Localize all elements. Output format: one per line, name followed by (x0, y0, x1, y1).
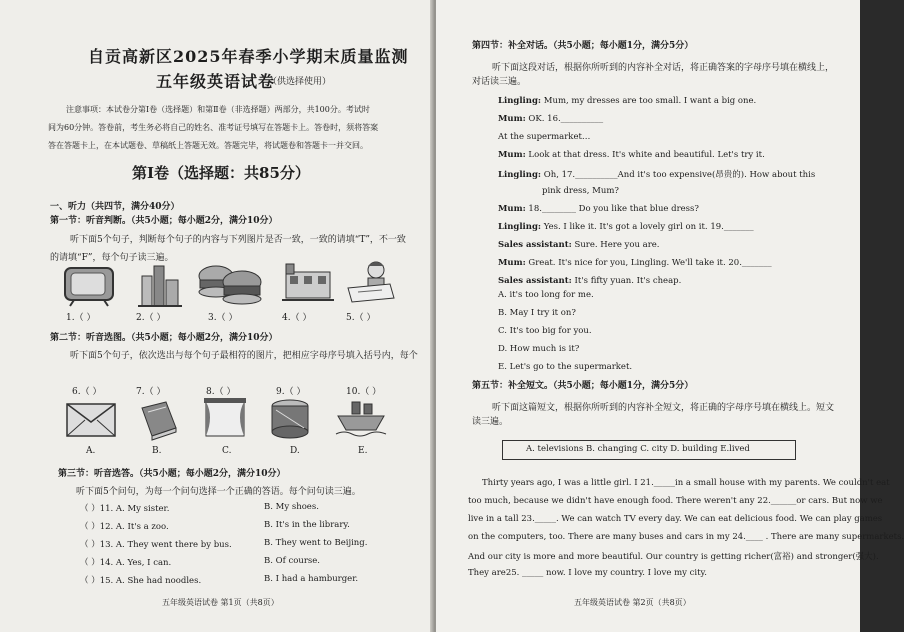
q-number: 9.（ ） (276, 387, 306, 397)
window-icon (202, 396, 248, 440)
notice-line: 答在答题卡上，在本试题卷、草稿纸上答题无效。答题完毕，将试题卷和答题卡一并交回。 (48, 141, 368, 150)
answer-choice: B. My shoes. (264, 502, 319, 512)
dialogue-text: pink dress, Mum? (542, 186, 619, 196)
passage-line: Thirty years ago, I was a little girl. I 21._____in a small house with my parents. We couldn't eat (482, 478, 890, 488)
exam-title: 自贡高新区2025年春季小学期末质量监测 (88, 47, 409, 66)
section5-instr: 读三遍。 (472, 417, 509, 427)
picture-letter: C. (222, 446, 232, 456)
part1-title: 第Ⅰ卷（选择题：共85分） (132, 164, 310, 182)
dialogue-text: It's fifty yuan. It's cheap. (571, 276, 682, 286)
q-number: 5.（ ） (346, 313, 376, 323)
hamburger-icon (196, 262, 264, 306)
section1-instr: 的请填“F”，每个句子读三遍。 (50, 253, 174, 263)
section2-title: 第二节：听音选图。（共5小题；每小题2分，满分10分） (50, 333, 278, 343)
dialogue-text: Yes. I like it. It's got a lovely girl on it. 19._______ (541, 222, 754, 232)
dialogue-speaker: Lingling: (498, 170, 542, 180)
picture-letter: E. (358, 446, 368, 456)
picture-letter: D. (290, 446, 300, 456)
answer-choice: B. They went to Beijing. (264, 538, 368, 548)
dialogue-text: OK. 16.__________ (525, 114, 604, 124)
answer-row: （ ）13. A. They went there by bus. (80, 540, 232, 550)
dialogue-speaker: Sales assistant: (498, 276, 572, 286)
q-number: 8.（ ） (206, 387, 236, 397)
girl-drawing-icon (346, 258, 396, 304)
buildings-icon (136, 262, 184, 308)
dialogue-text: Great. It's nice for you, Lingling. We'll take it. 20._______ (525, 258, 772, 268)
answer-row: （ ）14. A. Yes, I can. (80, 558, 172, 568)
q-number: 7.（ ） (136, 387, 166, 397)
dialogue-speaker: Lingling: (498, 222, 542, 232)
passage-line: live in a tall 23._____. We can watch TV every day. We can eat delicious food. We can play games (468, 514, 883, 524)
listening-heading: 一、听力（共四节，满分40分） (50, 202, 180, 212)
ship-icon (334, 396, 388, 440)
word-bank: A. televisions B. changing C. city D. building E.lived (526, 444, 750, 454)
answer-choice: B. I had a hamburger. (264, 574, 359, 584)
section5-instr: 听下面这篇短文，根据你所听到的内容补全短文，将正确的字母序号填在横线上。短文 (492, 403, 835, 413)
dialogue-speaker: Mum: (498, 204, 526, 214)
dialogue-text: Look at that dress. It's white and beautiful. Let's try it. (525, 150, 765, 160)
street-icon (282, 262, 334, 304)
dialogue-line (542, 186, 619, 196)
dialogue-speaker: Mum: (498, 258, 526, 268)
q-number: 1.（ ） (66, 313, 96, 323)
dialogue-line (498, 204, 699, 214)
dialogue-line (498, 114, 603, 124)
q-number: 3.（ ） (208, 313, 238, 323)
dialogue-line (498, 96, 756, 106)
drum-icon (266, 396, 314, 440)
dialogue-option: C. It's too big for you. (498, 326, 592, 336)
envelope-icon (64, 398, 118, 440)
notice-line: 间为60分钟。答卷前，考生务必将自己的姓名、准考证号填写在答题卡上。答卷时，须将答案 (48, 123, 379, 132)
section4-title: 第四节：补全对话。（共5小题；每小题1分，满分5分） (472, 41, 694, 51)
section4-instr: 听下面这段对话，根据你所听到的内容补全对话，将正确答案的字母序号填在横线上， (492, 63, 835, 73)
picture-letter: B. (152, 446, 162, 456)
exam-subtitle: 五年级英语试卷 (156, 72, 276, 91)
section3-instr: 听下面5个问句，为每一个问句选择一个正确的答语。每个问句读三遍。 (76, 487, 361, 497)
book-icon (136, 398, 180, 440)
dialogue-line (498, 168, 815, 180)
dialogue-speaker: Sales assistant: (498, 240, 572, 250)
picture-letter: A. (86, 446, 96, 456)
passage-line: They are25. _____ now. I love my country. I love my city. (468, 568, 707, 578)
dialogue-speaker: Lingling: (498, 96, 542, 106)
passage-line: on the computers, too. There are many buses and cars in my 24.____ . There are many supermarkets. (468, 532, 904, 542)
passage-line: too much, because we didn't have enough food. There weren't any 22.______or cars. But now we (468, 496, 883, 506)
dialogue-line (498, 240, 660, 250)
dialogue-text: At the supermarket… (498, 132, 591, 142)
left-page (0, 0, 434, 632)
q-number: 2.（ ） (136, 313, 166, 323)
exam-subtitle-note: （供选择使用） (268, 77, 332, 87)
dialogue-speaker: Mum: (498, 150, 526, 160)
section3-title: 第三节：听音选答。（共5小题；每小题2分，满分10分） (58, 469, 286, 479)
section2-instr: 听下面5个句子，依次选出与每个句子最相符的图片，把相应字母序号填入括号内，每个 (70, 351, 418, 361)
dialogue-line (498, 276, 681, 286)
answer-row: （ ）11. A. My sister. (80, 504, 170, 514)
dialogue-text: Oh, 17.__________And it's too expensive(昂贵的). How about this (541, 170, 816, 180)
section5-title: 第五节：补全短文。（共5小题；每小题1分，满分5分） (472, 381, 694, 391)
answer-choice: B. Of course. (264, 556, 320, 566)
q-number: 4.（ ） (282, 313, 312, 323)
dialogue-option: E. Let's go to the supermarket. (498, 362, 633, 372)
dialogue-line (498, 150, 765, 160)
dialogue-text: Sure. Here you are. (571, 240, 660, 250)
dialogue-text: 18.________ Do you like that blue dress? (525, 204, 699, 214)
section1-instr: 听下面5个句子，判断每个句子的内容与下列图片是否一致，一致的请填“T”，不一致 (70, 235, 406, 245)
dialogue-speaker: Mum: (498, 114, 526, 124)
q-number: 10.（ ） (346, 387, 382, 397)
section4-instr: 对话读三遍。 (472, 77, 527, 87)
dialogue-text: Mum, my dresses are too small. I want a big one. (541, 96, 757, 106)
dialogue-option: D. How much is it? (498, 344, 580, 354)
section1-title: 第一节：听音判断。（共5小题；每小题2分，满分10分） (50, 216, 278, 226)
dialogue-option: A. it's too long for me. (498, 290, 594, 300)
answer-row: （ ）15. A. She had noodles. (80, 576, 202, 586)
right-page (436, 0, 904, 632)
dialogue-line (498, 258, 772, 268)
dialogue-line (498, 132, 590, 142)
q-number: 6.（ ） (72, 387, 102, 397)
tv-icon (62, 264, 118, 308)
answer-choice: B. It's in the library. (264, 520, 350, 530)
answer-row: （ ）12. A. It's a zoo. (80, 522, 169, 532)
page-footer: 五年级英语试卷 第2页（共8页） (574, 598, 691, 607)
passage-line: And our city is more and more beautiful. Our country is getting richer(富裕) and stronger(强大). (468, 552, 879, 562)
dialogue-option: B. May I try it on? (498, 308, 576, 318)
notice-line: 注意事项：本试卷分第Ⅰ卷（选择题）和第Ⅱ卷（非选择题）两部分，共100分。考试时 (66, 105, 370, 114)
page-footer: 五年级英语试卷 第1页（共8页） (162, 598, 279, 607)
dialogue-line (498, 222, 754, 232)
